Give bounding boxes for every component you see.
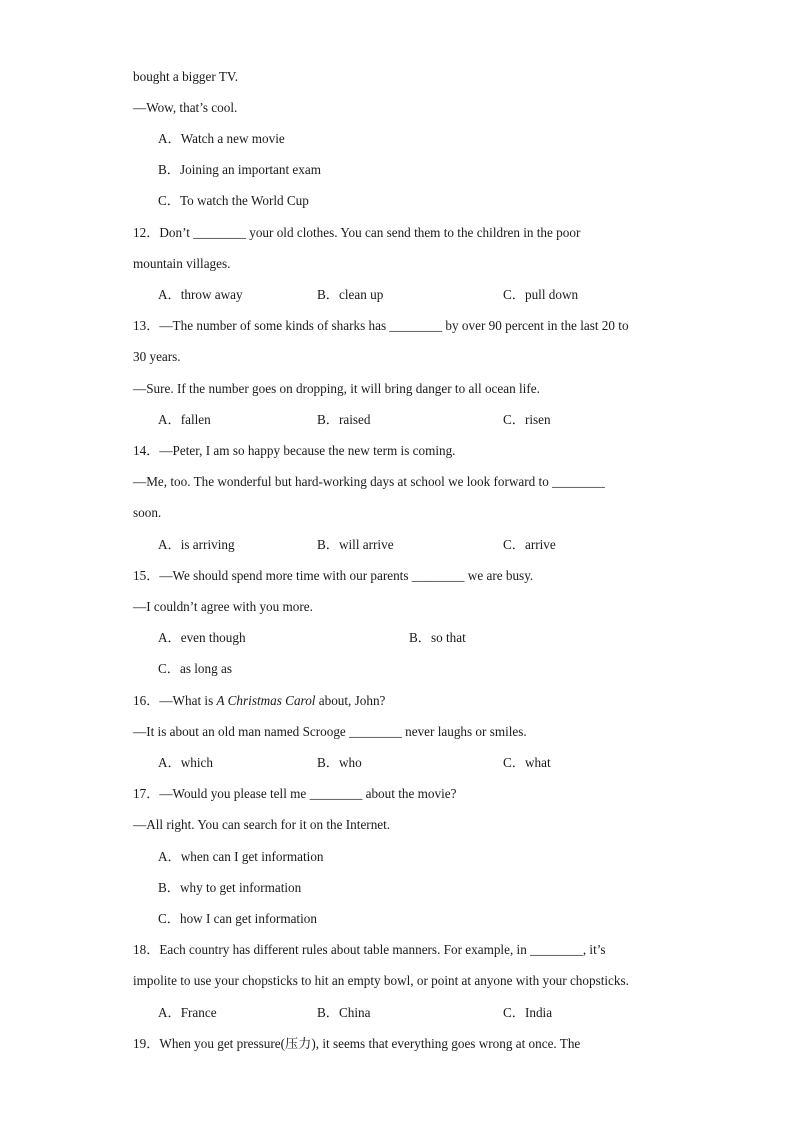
- q18-option-a[interactable]: A．France: [158, 1005, 217, 1020]
- q14-stem-line2: —Me, too. The wonderful but hard-working days at school we look forward to ________: [133, 474, 605, 489]
- q16-stem-prefix: 16．—What is: [133, 693, 217, 708]
- q17-option-a[interactable]: A．when can I get information: [158, 849, 324, 864]
- q18-stem-line2: impolite to use your chopsticks to hit an empty bowl, or point at anyone with your chopsticks.: [133, 973, 629, 988]
- q12-stem-line1: 12．Don’t ________ your old clothes. You can send them to the children in the poor: [133, 225, 581, 240]
- q11-option-b[interactable]: B．Joining an important exam: [158, 162, 321, 177]
- q17-reply: —All right. You can search for it on the Internet.: [133, 817, 391, 832]
- q17-option-b[interactable]: B．why to get information: [158, 880, 302, 895]
- q12-option-a[interactable]: A．throw away: [158, 287, 243, 302]
- q13-stem-line1: 13．—The number of some kinds of sharks has ________ by over 90 percent in the last 20 to: [133, 318, 629, 333]
- q11-option-a[interactable]: A．Watch a new movie: [158, 131, 285, 146]
- q18-option-c[interactable]: C．India: [503, 1005, 553, 1020]
- q14-option-c[interactable]: C．arrive: [503, 537, 556, 552]
- q17-stem-line1: 17．—Would you please tell me ________ about the movie?: [133, 786, 457, 801]
- q12-option-b[interactable]: B．clean up: [317, 287, 384, 302]
- q12-option-c[interactable]: C．pull down: [503, 287, 579, 302]
- q15-option-b[interactable]: B．so that: [409, 630, 466, 645]
- q18-option-b[interactable]: B．China: [317, 1005, 371, 1020]
- q16-stem-suffix: about, John?: [315, 693, 386, 708]
- q14-stem-line1: 14．—Peter, I am so happy because the new term is coming.: [133, 443, 456, 458]
- q16-option-b[interactable]: B．who: [317, 755, 362, 770]
- q19-stem-line1: 19．When you get pressure(压力), it seems that everything goes wrong at once. The: [133, 1036, 581, 1051]
- q16-option-c[interactable]: C．what: [503, 755, 551, 770]
- q17-option-c[interactable]: C．how I can get information: [158, 911, 317, 926]
- q15-option-c[interactable]: C．as long as: [158, 661, 232, 676]
- q13-stem-line2: 30 years.: [133, 349, 181, 364]
- q13-option-b[interactable]: B．raised: [317, 412, 371, 427]
- q15-stem-line1: 15．—We should spend more time with our parents ________ we are busy.: [133, 568, 534, 583]
- q11-option-c[interactable]: C．To watch the World Cup: [158, 193, 309, 208]
- q16-stem-line1: [133, 693, 385, 709]
- q12-stem-line2: mountain villages.: [133, 256, 231, 271]
- q14-option-a[interactable]: A．is arriving: [158, 537, 235, 552]
- q13-option-a[interactable]: A．fallen: [158, 412, 211, 427]
- q15-reply: —I couldn’t agree with you more.: [133, 599, 313, 614]
- q15-option-a[interactable]: A．even though: [158, 630, 246, 645]
- q16-option-a[interactable]: A．which: [158, 755, 213, 770]
- q14-stem-line3: soon.: [133, 505, 162, 520]
- q16-book-title: A Christmas Carol: [216, 693, 316, 708]
- q18-stem-line1: 18．Each country has different rules about table manners. For example, in ________, it’s: [133, 942, 606, 957]
- q14-option-b[interactable]: B．will arrive: [317, 537, 394, 552]
- q16-reply: —It is about an old man named Scrooge ________ never laughs or smiles.: [133, 724, 527, 739]
- q11-reply: —Wow, that’s cool.: [133, 100, 238, 115]
- q11-stem-line: bought a bigger TV.: [133, 69, 239, 84]
- q13-option-c[interactable]: C．risen: [503, 412, 551, 427]
- q13-reply: —Sure. If the number goes on dropping, it will bring danger to all ocean life.: [133, 381, 540, 396]
